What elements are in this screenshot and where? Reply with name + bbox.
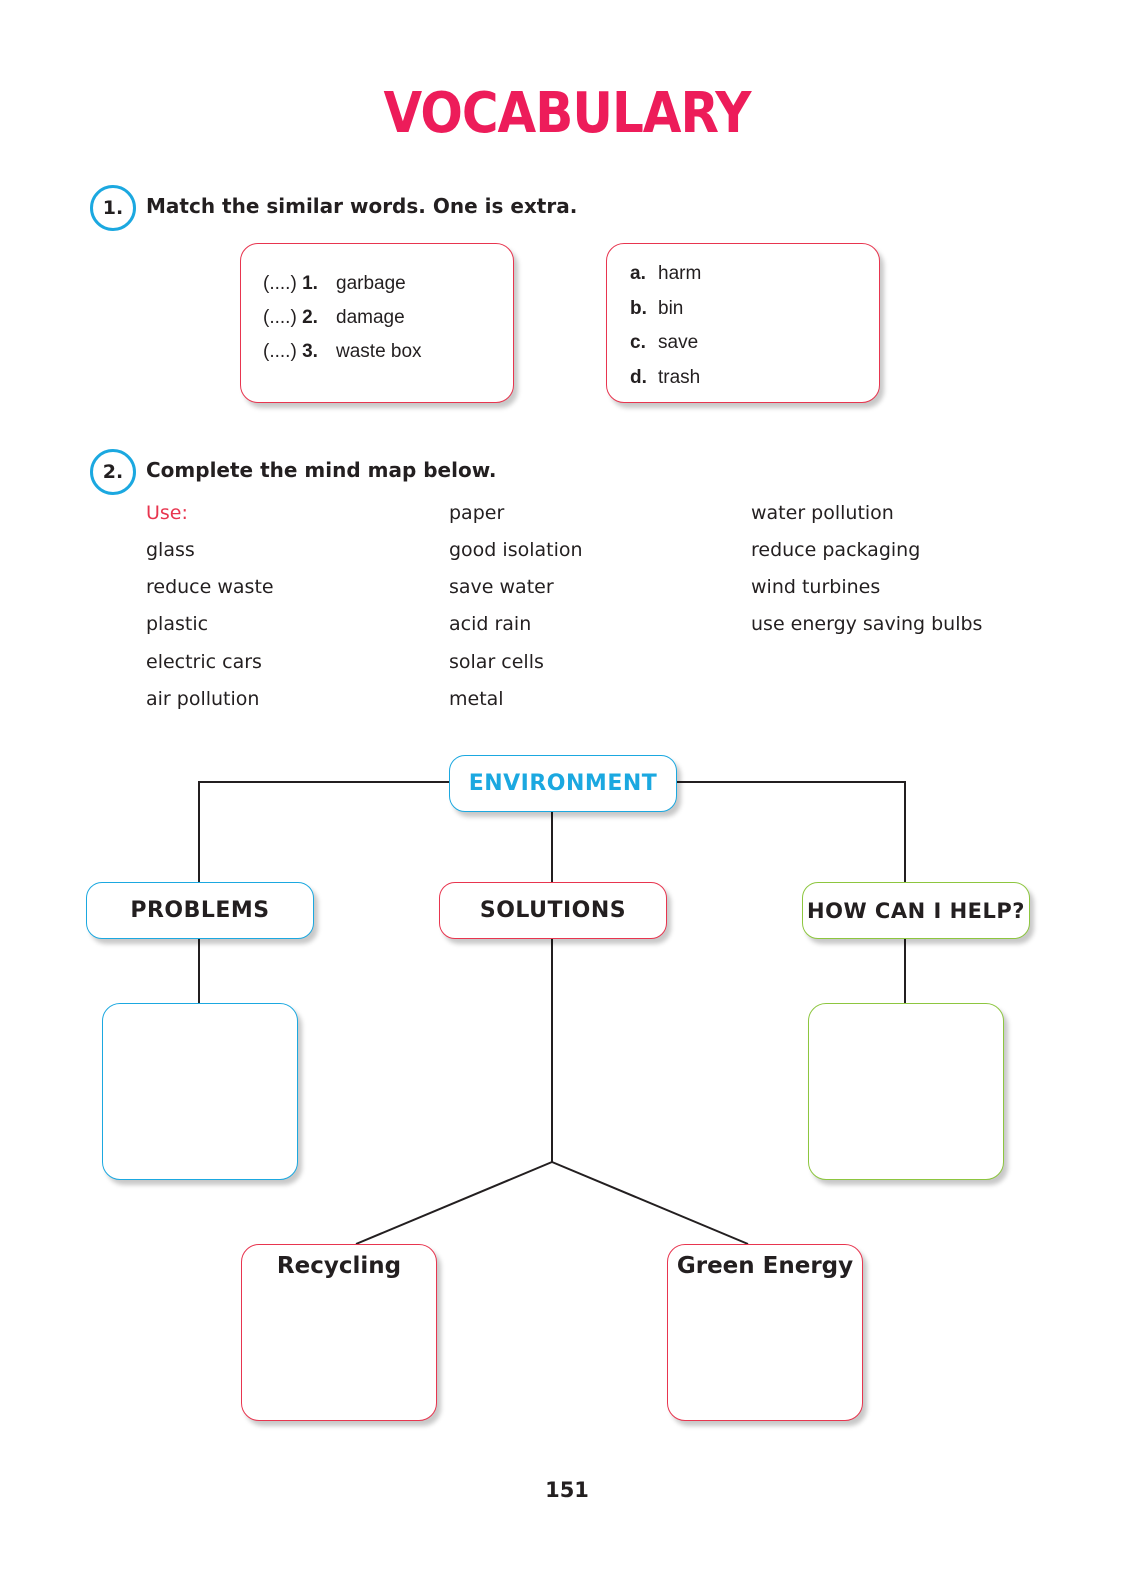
word-bank-item: water pollution [751, 502, 894, 524]
answer-blank[interactable]: (....) [263, 273, 297, 294]
word-bank-item: wind turbines [751, 576, 881, 598]
exercise-1-number: 1. [90, 185, 136, 231]
green-energy-answer-box[interactable] [667, 1244, 863, 1421]
item-word: bin [658, 298, 684, 319]
answer-blank[interactable]: (....) [263, 341, 297, 362]
exercise-2-instruction: Complete the mind map below. [146, 458, 497, 482]
word-bank-item: save water [449, 576, 554, 598]
word-bank-item: reduce waste [146, 576, 274, 598]
word-bank-item: air pollution [146, 688, 260, 710]
word-bank-item: electric cars [146, 651, 262, 673]
item-number: 1. [302, 273, 318, 294]
exercise-2-number: 2. [90, 449, 136, 495]
item-word: save [658, 332, 699, 353]
line-root-help [677, 782, 905, 882]
recycling-answer-box[interactable] [241, 1244, 437, 1421]
item-letter: a. [630, 263, 646, 284]
item-word: waste box [336, 341, 422, 362]
line-root-problems [199, 782, 449, 882]
node-how-can-i-help: HOW CAN I HELP? [802, 882, 1030, 939]
word-bank-item: solar cells [449, 651, 544, 673]
recycling-title: Recycling [276, 1253, 402, 1279]
item-number: 3. [302, 341, 318, 362]
word-bank-item: plastic [146, 613, 209, 635]
help-answer-box[interactable] [808, 1003, 1004, 1180]
item-word: damage [336, 307, 405, 328]
line-solutions-recycling [356, 1162, 552, 1244]
line-solutions-green-energy [552, 1162, 748, 1244]
green-energy-title: Green Energy [676, 1253, 854, 1279]
item-letter: b. [630, 298, 647, 319]
word-bank-item: metal [449, 688, 504, 710]
page-title: VOCABULARY [383, 80, 751, 146]
word-bank-item: paper [449, 502, 505, 524]
node-environment: ENVIRONMENT [449, 755, 677, 812]
item-word: harm [658, 263, 702, 284]
item-word: garbage [336, 273, 406, 294]
exercise-1-instruction: Match the similar words. One is extra. [146, 194, 578, 218]
item-number: 2. [302, 307, 318, 328]
node-solutions: SOLUTIONS [439, 882, 667, 939]
word-bank-item: good isolation [449, 539, 583, 561]
word-bank-item: reduce packaging [751, 539, 921, 561]
item-letter: d. [630, 367, 647, 388]
word-bank-item: use energy saving bulbs [751, 613, 983, 635]
item-letter: c. [630, 332, 646, 353]
word-bank-item: acid rain [449, 613, 532, 635]
page-number: 151 [545, 1478, 589, 1502]
problems-answer-box[interactable] [102, 1003, 298, 1180]
item-word: trash [658, 367, 701, 388]
answer-blank[interactable]: (....) [263, 307, 297, 328]
word-bank-item: glass [146, 539, 195, 561]
node-problems: PROBLEMS [86, 882, 314, 939]
use-label: Use: [146, 502, 188, 524]
